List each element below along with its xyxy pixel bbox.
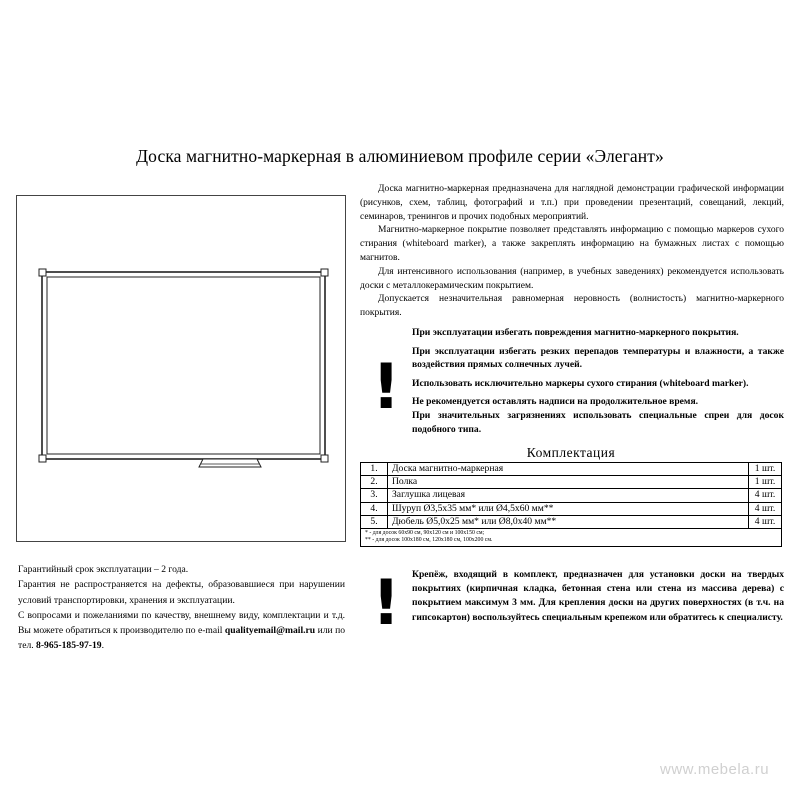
item-name: Дюбель Ø5,0х25 мм* или Ø8,0х40 мм**	[388, 515, 749, 528]
row-number: 4.	[361, 502, 388, 515]
warning-item: Не рекомендуется оставлять надписи на продолжительное время.	[412, 396, 699, 408]
phone-prefix: или по тел.	[18, 625, 345, 652]
mounting-note: Крепёж, входящий в комплект, предназначен для установки доски на твердых покрытиях (кирпичная кладка, бетонная стена или стена из массива дерева) с покрытием максимум 3 мм. Для крепления доски на других поверхностях (в т.ч. на гипсокартон) воспользуйтесь специальным крепежом или обратитесь к специалисту.	[412, 569, 784, 623]
warning-item: При эксплуатации избегать резких перепадов температуры и влажности, а также воздействия прямых солнечных лучей.	[412, 345, 784, 371]
table-notes	[361, 529, 782, 547]
item-quantity: 1 шт.	[749, 476, 782, 489]
description-paragraph: Для интенсивного использования (например, в учебных заведениях) рекомендуется использовать доски с металлокерамическим покрытием.	[360, 266, 784, 291]
item-quantity: 4 шт.	[749, 502, 782, 515]
footnote-1: * - для досок 60х90 см, 90х120 см и 100х150 см;	[365, 530, 485, 537]
warning-item: При эксплуатации избегать повреждения магнитно-маркерного покрытия.	[412, 327, 739, 338]
footnote-2: ** - для досок 100х180 см, 120х180 см, 100х200 см.	[365, 537, 493, 544]
table-row	[361, 489, 782, 502]
row-number: 5.	[361, 515, 388, 528]
warning-item: При значительных загрязнениях использовать специальные спреи для досок подобного типа.	[412, 409, 784, 435]
item-quantity: 4 шт.	[749, 515, 782, 528]
product-description	[360, 183, 784, 321]
warranty-term: Гарантийный срок эксплуатации – 2 года.	[18, 564, 189, 575]
row-number: 1.	[361, 463, 388, 476]
item-name: Шуруп Ø3,5х35 мм* или Ø4,5х60 мм**	[388, 502, 749, 515]
item-quantity: 1 шт.	[749, 463, 782, 476]
contact-phone: 8-965-185-97-19	[36, 640, 102, 652]
usage-warnings	[412, 326, 784, 436]
warranty-exclusions: Гарантия не распространяется на дефекты, образовавшиеся при нарушении условий транспортировки, хранения и эксплуатации.	[18, 579, 345, 606]
table-notes-row	[361, 529, 782, 547]
contact-paragraph: С вопросами и пожеланиями по качеству, внешнему виду, комплектации и т.д. Вы можете обратиться к производителю по e-mail qualityemail@mail.ru или по тел. 8-965-185-97-19.	[18, 609, 345, 652]
item-name: Полка	[388, 476, 749, 489]
warranty-info	[18, 562, 345, 654]
watermark: www.mebela.ru	[660, 761, 770, 778]
description-paragraph: Доска магнитно-маркерная предназначена для наглядной демонстрации графической информации (рисунков, схем, таблиц, фотографий и т.п.) при проведении презентаций, совещаний, лекций, семинаров, тренингов и прочих подобных мероприятий.	[360, 184, 784, 222]
kit-heading: Комплектация	[526, 445, 616, 460]
page-title: Доска магнитно-маркерная в алюминиевом профиле серии «Элегант»	[136, 146, 664, 166]
exclamation-icon: !	[372, 566, 401, 639]
contact-email: qualityemail@mail.ru	[224, 625, 316, 637]
description-paragraph: Магнитно-маркерное покрытие позволяет представлять информацию с помощью маркеров сухого стирания (whiteboard marker), а также закреплять информацию на бумажных листах с помощью магнитов.	[360, 225, 784, 263]
table-row	[361, 502, 782, 515]
table-row	[361, 515, 782, 528]
whiteboard-illustration	[16, 195, 346, 542]
description-paragraph: Допускается незначительная равномерная неровность (волнистость) магнитно-маркерного покрытия.	[360, 294, 784, 319]
item-name: Доска магнитно-маркерная	[388, 463, 749, 476]
contact-text: С вопросами и пожеланиями по качеству, внешнему виду, комплектации и т.д. Вы можете обратиться к производителю по e-mail	[18, 609, 345, 637]
item-name: Заглушка лицевая	[388, 489, 749, 502]
exclamation-icon: !	[372, 350, 401, 423]
table-row	[361, 476, 782, 489]
warning-item: Использовать исключительно маркеры сухого стирания (whiteboard marker).	[412, 377, 749, 389]
row-number: 2.	[361, 476, 388, 489]
row-number: 3.	[361, 489, 388, 502]
whiteboard-drawing	[17, 196, 347, 543]
table-row	[361, 463, 782, 476]
item-quantity: 4 шт.	[749, 489, 782, 502]
kit-table	[360, 462, 782, 547]
